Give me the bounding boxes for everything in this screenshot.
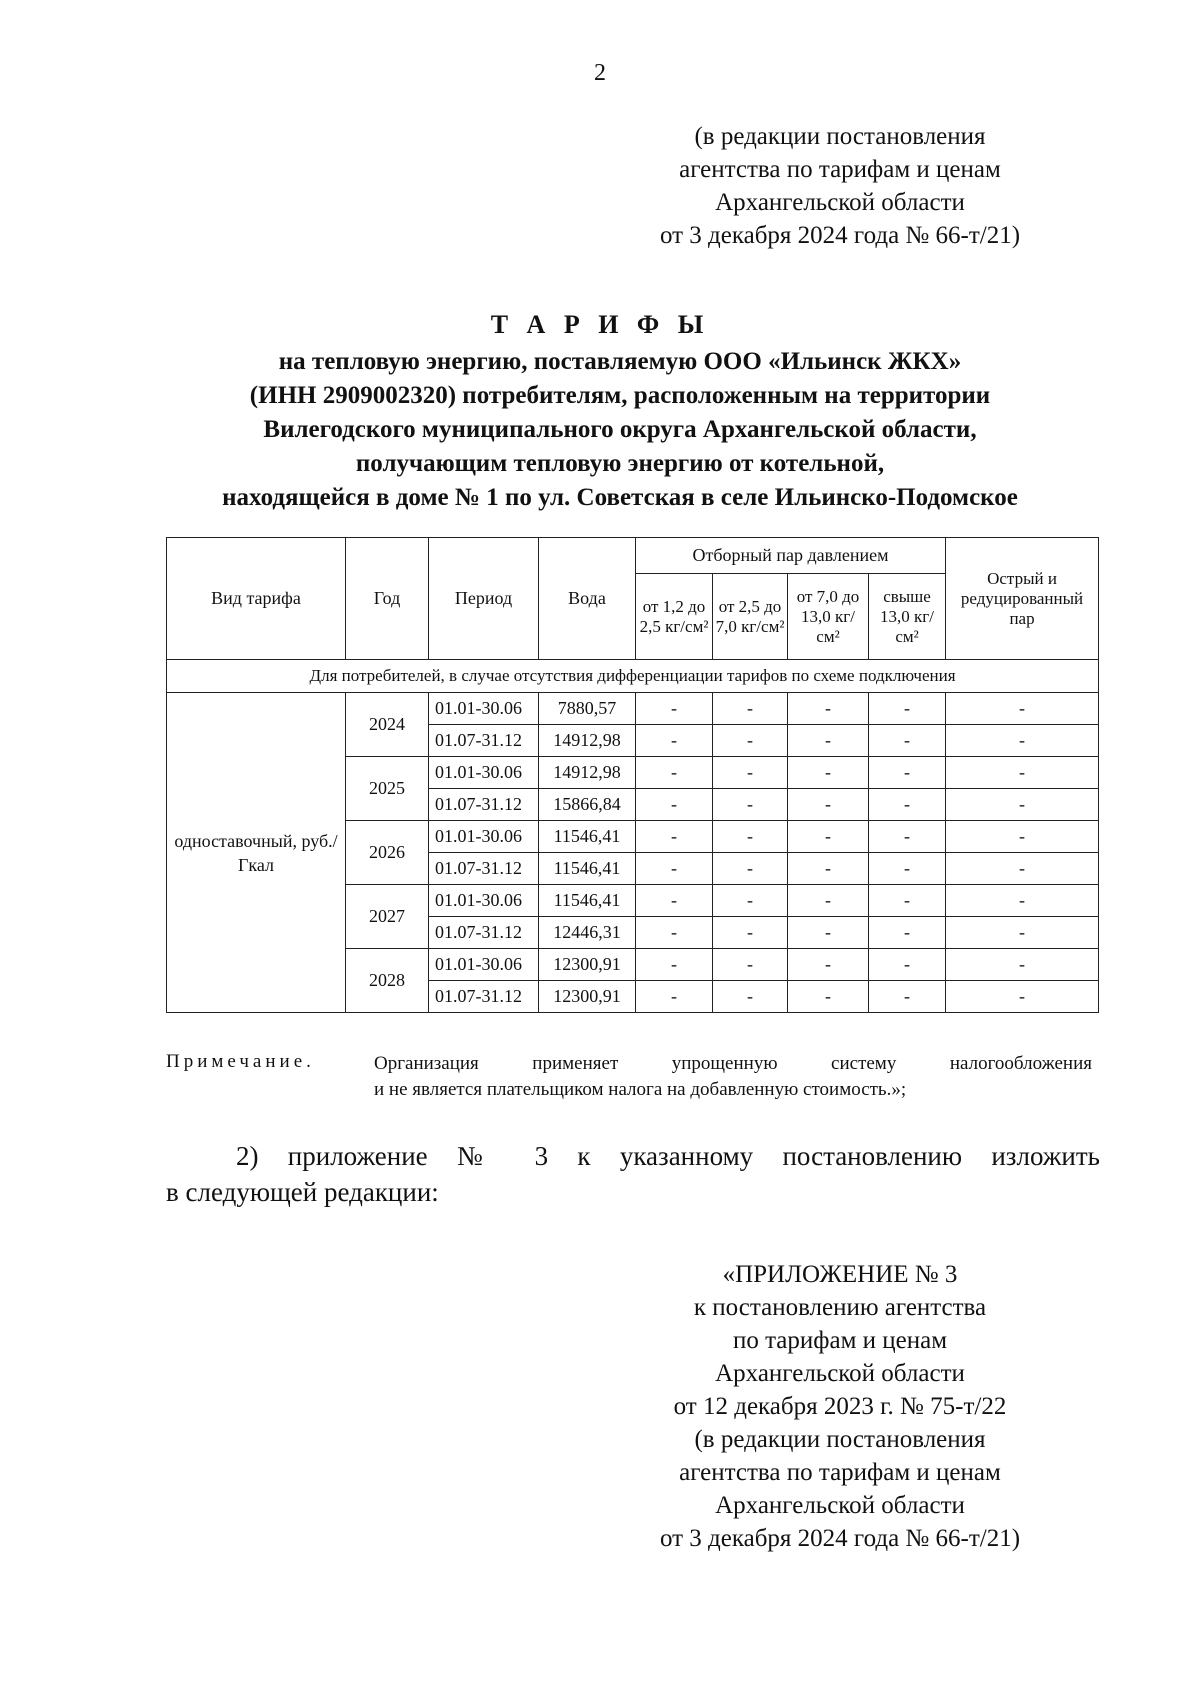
cell-water: 11546,41 (539, 853, 636, 885)
appendix-line: от 3 декабря 2024 года № 66-т/21) (659, 1525, 1021, 1552)
subtitle-line: Вилегодского муниципального округа Архангельской области, (263, 416, 977, 443)
cell-steam-1: - (636, 917, 713, 949)
document-title: Т А Р И Ф Ы (490, 310, 710, 339)
cell-steam-2: - (713, 789, 788, 821)
header-sharp-steam: Острый и редуцированный пар (946, 538, 1099, 660)
cell-steam-1: - (636, 853, 713, 885)
cell-period: 01.07-31.12 (429, 981, 539, 1013)
table-header-row (167, 538, 1099, 574)
appendix-line: Архангельской области (715, 1360, 965, 1387)
document-subtitle (150, 345, 1090, 515)
cell-steam-3: - (788, 821, 869, 853)
cell-steam-2: - (713, 917, 788, 949)
cell-sharp-steam: - (946, 789, 1099, 821)
cell-period: 01.07-31.12 (429, 789, 539, 821)
table-body (167, 693, 1099, 1013)
cell-steam-4: - (869, 917, 946, 949)
cell-steam-1: - (636, 693, 713, 725)
cell-year: 2025 (346, 757, 429, 821)
paragraph-line1: 2) приложение № 3 к указанному постановлению изложить (236, 1141, 1100, 1171)
cell-steam-3: - (788, 885, 869, 917)
cell-sharp-steam: - (946, 885, 1099, 917)
cell-year: 2028 (346, 949, 429, 1013)
appendix-line: по тарифам и ценам (732, 1327, 948, 1354)
cell-year: 2026 (346, 821, 429, 885)
cell-steam-3: - (788, 853, 869, 885)
cell-steam-3: - (788, 757, 869, 789)
cell-steam-4: - (869, 757, 946, 789)
cell-steam-1: - (636, 949, 713, 981)
header-tariff-type: Вид тарифа (167, 538, 346, 660)
cell-steam-4: - (869, 981, 946, 1013)
cell-period: 01.07-31.12 (429, 917, 539, 949)
cell-steam-4: - (869, 853, 946, 885)
cell-steam-1: - (636, 789, 713, 821)
note-label: Примечание. (166, 1051, 315, 1072)
cell-steam-2: - (713, 725, 788, 757)
cell-steam-3: - (788, 949, 869, 981)
appendix-line: агентства по тарифам и ценам (679, 1459, 1001, 1486)
cell-water: 12300,91 (539, 949, 636, 981)
cell-water: 14912,98 (539, 725, 636, 757)
cell-steam-3: - (788, 917, 869, 949)
cell-steam-1: - (636, 757, 713, 789)
cell-steam-1: - (636, 725, 713, 757)
subtitle-line: (ИНН 2909002320) потребителям, расположенным на территории (249, 382, 991, 409)
appendix-line: к постановлению агентства (693, 1294, 987, 1321)
cell-sharp-steam: - (946, 949, 1099, 981)
subtitle-line: получающим тепловую энергию от котельной, (355, 450, 885, 477)
cell-period: 01.01-30.06 (429, 821, 539, 853)
table-row (167, 693, 1099, 725)
cell-water: 12300,91 (539, 981, 636, 1013)
cell-period: 01.01-30.06 (429, 949, 539, 981)
note-text-line2: и не является плательщиком налога на добавленную стоимость.»; (374, 1079, 907, 1100)
header-steam-1: от 1,2 до 2,5 кг/см² (636, 574, 713, 660)
cell-sharp-steam: - (946, 757, 1099, 789)
revision-block-top (620, 120, 1060, 252)
subtitle-line: на тепловую энергию, поставляемую ООО «Ильинск ЖКХ» (278, 348, 962, 375)
cell-tariff-type: одноставочный, руб./Гкал (167, 693, 346, 1013)
cell-steam-3: - (788, 725, 869, 757)
cell-steam-2: - (713, 821, 788, 853)
revision-line: Архангельской области (715, 189, 965, 216)
cell-steam-2: - (713, 693, 788, 725)
cell-period: 01.01-30.06 (429, 757, 539, 789)
cell-steam-2: - (713, 757, 788, 789)
cell-steam-1: - (636, 981, 713, 1013)
cell-water: 11546,41 (539, 885, 636, 917)
cell-year: 2024 (346, 693, 429, 757)
cell-period: 01.07-31.12 (429, 853, 539, 885)
cell-steam-4: - (869, 725, 946, 757)
cell-period: 01.07-31.12 (429, 725, 539, 757)
cell-steam-2: - (713, 885, 788, 917)
cell-period: 01.01-30.06 (429, 693, 539, 725)
appendix-line: «ПРИЛОЖЕНИЕ № 3 (722, 1261, 958, 1288)
cell-steam-4: - (869, 693, 946, 725)
cell-water: 12446,31 (539, 917, 636, 949)
header-steam-group: Отборный пар давлением (636, 538, 946, 574)
appendix-line: Архангельской области (715, 1492, 965, 1519)
appendix-line: от 12 декабря 2023 г. № 75-т/22 (673, 1393, 1007, 1420)
header-water: Вода (539, 538, 636, 660)
cell-steam-2: - (713, 853, 788, 885)
header-steam-4: свыше 13,0 кг/см² (869, 574, 946, 660)
header-steam-3: от 7,0 до 13,0 кг/см² (788, 574, 869, 660)
cell-steam-4: - (869, 949, 946, 981)
cell-steam-3: - (788, 981, 869, 1013)
cell-water: 15866,84 (539, 789, 636, 821)
cell-steam-2: - (713, 949, 788, 981)
cell-steam-2: - (713, 981, 788, 1013)
cell-steam-1: - (636, 821, 713, 853)
cell-steam-3: - (788, 693, 869, 725)
cell-water: 11546,41 (539, 821, 636, 853)
cell-sharp-steam: - (946, 917, 1099, 949)
header-year: Год (346, 538, 429, 660)
revision-line: от 3 декабря 2024 года № 66-т/21) (659, 222, 1021, 249)
cell-sharp-steam: - (946, 981, 1099, 1013)
note-text-line1: Организация применяет упрощенную систему налогообложения (374, 1053, 1092, 1074)
revision-line: (в редакции постановления (694, 123, 986, 150)
cell-sharp-steam: - (946, 725, 1099, 757)
cell-sharp-steam: - (946, 693, 1099, 725)
cell-period: 01.01-30.06 (429, 885, 539, 917)
cell-year: 2027 (346, 885, 429, 949)
header-steam-2: от 2,5 до 7,0 кг/см² (713, 574, 788, 660)
page-number: 2 (594, 60, 606, 86)
section-note: Для потребителей, в случае отсутствия дифференциации тарифов по схеме подключения (167, 660, 1099, 693)
cell-water: 7880,57 (539, 693, 636, 725)
cell-steam-4: - (869, 789, 946, 821)
revision-line: агентства по тарифам и ценам (679, 156, 1001, 183)
cell-steam-1: - (636, 885, 713, 917)
cell-sharp-steam: - (946, 853, 1099, 885)
section-note-row (167, 660, 1099, 693)
paragraph-line2: в следующей редакции: (166, 1177, 439, 1207)
cell-steam-3: - (788, 789, 869, 821)
header-period: Период (429, 538, 539, 660)
cell-steam-4: - (869, 821, 946, 853)
tariff-table (166, 537, 1099, 1013)
cell-steam-4: - (869, 885, 946, 917)
appendix-line: (в редакции постановления (694, 1426, 986, 1453)
subtitle-line: находящейся в доме № 1 по ул. Советская в селе Ильинско-Подомское (222, 484, 1018, 511)
cell-sharp-steam: - (946, 821, 1099, 853)
appendix-header-block (620, 1258, 1060, 1555)
cell-water: 14912,98 (539, 757, 636, 789)
